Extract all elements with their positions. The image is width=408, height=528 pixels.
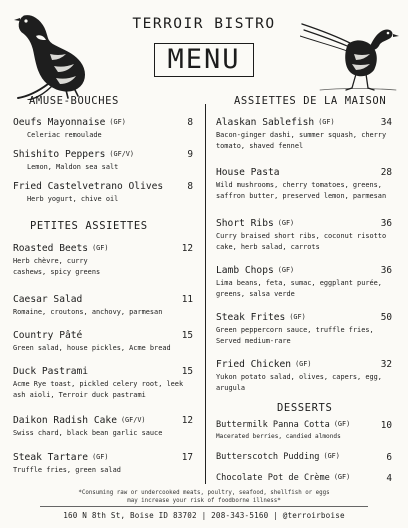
section-title-desserts: DESSERTS bbox=[277, 402, 333, 414]
item-name: Oeufs Mayonnaise (GF) bbox=[13, 117, 126, 128]
item-price: 12 bbox=[181, 243, 193, 254]
item-price: 6 bbox=[386, 452, 392, 463]
item-tag: (GF) bbox=[318, 118, 335, 126]
item-name: Fried Castelvetrano Olives bbox=[13, 181, 164, 192]
item-description: Bacon-ginger dashi, summer squash, cherry tomato, shaved fennel bbox=[216, 131, 387, 150]
item-price: 36 bbox=[380, 265, 392, 276]
item-name: Short Ribs (GF) bbox=[216, 218, 295, 229]
item-name: Steak Frites (GF) bbox=[216, 312, 306, 323]
item-name: Duck Pastrami bbox=[13, 366, 89, 377]
item-tag: (GF) bbox=[333, 420, 351, 428]
item-price: 8 bbox=[187, 117, 193, 128]
item-description: Acme Rye toast, pickled celery root, leek ash aioli, Terroir duck pastrami bbox=[13, 380, 184, 399]
footer-rule bbox=[40, 506, 368, 507]
item-tag: (GF) bbox=[289, 313, 306, 321]
item-price: 36 bbox=[380, 218, 392, 229]
section-title-petites: PETITES ASSIETTES bbox=[30, 220, 148, 232]
section-title-amuse: AMUSE-BOUCHES bbox=[29, 95, 119, 107]
item-description: Romaine, croutons, anchovy, parmesan bbox=[13, 308, 163, 316]
item-description: Lima beans, feta, sumac, eggplant purée, greens, salsa verde bbox=[216, 279, 382, 298]
item-name: Roasted Beets (GF) bbox=[13, 243, 109, 254]
item-price: 4 bbox=[386, 473, 392, 484]
item-tag: (GF) bbox=[92, 244, 109, 252]
footnote-line: *Consuming raw or undercooked meats, poultry, seafood, shellfish or eggs bbox=[78, 490, 330, 496]
item-price: 9 bbox=[187, 149, 193, 160]
item-price: 17 bbox=[181, 452, 193, 463]
item-tag: (GF/V) bbox=[109, 150, 134, 158]
item-description: Yukon potato salad, olives, capers, egg, arugula bbox=[216, 373, 382, 392]
food-safety-footnote bbox=[0, 490, 408, 505]
item-price: 50 bbox=[380, 312, 392, 323]
item-description: Herb chèvre, curry cashews, spicy greens bbox=[13, 257, 101, 276]
item-price: 32 bbox=[380, 359, 392, 370]
item-description: Swiss chard, black bean garlic sauce bbox=[13, 429, 163, 437]
item-description: Curry braised short ribs, coconut risotto cake, herb salad, carrots bbox=[216, 232, 387, 251]
item-description: Lemon, Maldon sea salt bbox=[27, 163, 119, 171]
item-tag: (GF) bbox=[333, 473, 351, 481]
item-name: Lamb Chops (GF) bbox=[216, 265, 295, 276]
section-title-maison: ASSIETTES DE LA MAISON bbox=[234, 95, 387, 107]
item-tag: (GF/V) bbox=[120, 416, 146, 424]
item-price: 11 bbox=[181, 294, 193, 305]
footnote-line: may increase your risk of foodborne illness* bbox=[127, 497, 281, 504]
item-name: Buttermilk Panna Cotta (GF) bbox=[216, 420, 351, 430]
footer-contact: 160 N 8th St, Boise ID 83702 | 208-343-5160 | @terroirboise bbox=[63, 511, 345, 520]
item-name: Caesar Salad bbox=[13, 294, 83, 305]
item-description: Truffle fries, green salad bbox=[13, 466, 121, 474]
item-price: 10 bbox=[380, 420, 392, 431]
item-price: 15 bbox=[181, 366, 193, 377]
item-tag: (GF) bbox=[109, 118, 126, 126]
item-price: 34 bbox=[380, 117, 392, 128]
item-price: 12 bbox=[181, 415, 193, 426]
item-name: Steak Tartare (GF) bbox=[13, 452, 109, 463]
item-description: Celeriac remoulade bbox=[27, 131, 102, 139]
item-name: Alaskan Sablefish (GF) bbox=[216, 117, 335, 128]
item-name: Country Pâté bbox=[13, 330, 83, 341]
item-name: House Pasta bbox=[216, 167, 280, 178]
item-description: Herb yogurt, chive oil bbox=[27, 195, 119, 203]
column-divider bbox=[205, 104, 206, 484]
item-tag: (GF) bbox=[277, 266, 295, 274]
item-name: Fried Chicken (GF) bbox=[216, 359, 312, 370]
item-description: Wild mushrooms, cherry tomatoes, greens, saffron butter, preserved lemon, parmesan bbox=[216, 181, 387, 200]
item-price: 15 bbox=[181, 330, 193, 341]
item-name: Butterscotch Pudding (GF) bbox=[216, 452, 340, 462]
item-description: Green salad, house pickles, Acme bread bbox=[13, 344, 171, 352]
item-name: Shishito Peppers (GF/V) bbox=[13, 149, 134, 160]
item-tag: (GF) bbox=[295, 360, 312, 368]
item-name: Daikon Radish Cake (GF/V) bbox=[13, 415, 146, 426]
item-name: Chocolate Pot de Crème (GF) bbox=[216, 473, 351, 483]
item-tag: (GF) bbox=[323, 452, 340, 460]
item-price: 8 bbox=[187, 181, 193, 192]
restaurant-name: TERROIR BISTRO bbox=[132, 16, 276, 32]
item-tag: (GF) bbox=[277, 219, 295, 227]
item-description: Green peppercorn sauce, truffle fries, Served medium-rare bbox=[216, 326, 374, 345]
item-price: 28 bbox=[380, 167, 392, 178]
item-description: Macerated berries, candied almonds bbox=[216, 433, 341, 440]
item-tag: (GF) bbox=[92, 453, 109, 461]
menu-heading: MENU bbox=[154, 43, 254, 77]
